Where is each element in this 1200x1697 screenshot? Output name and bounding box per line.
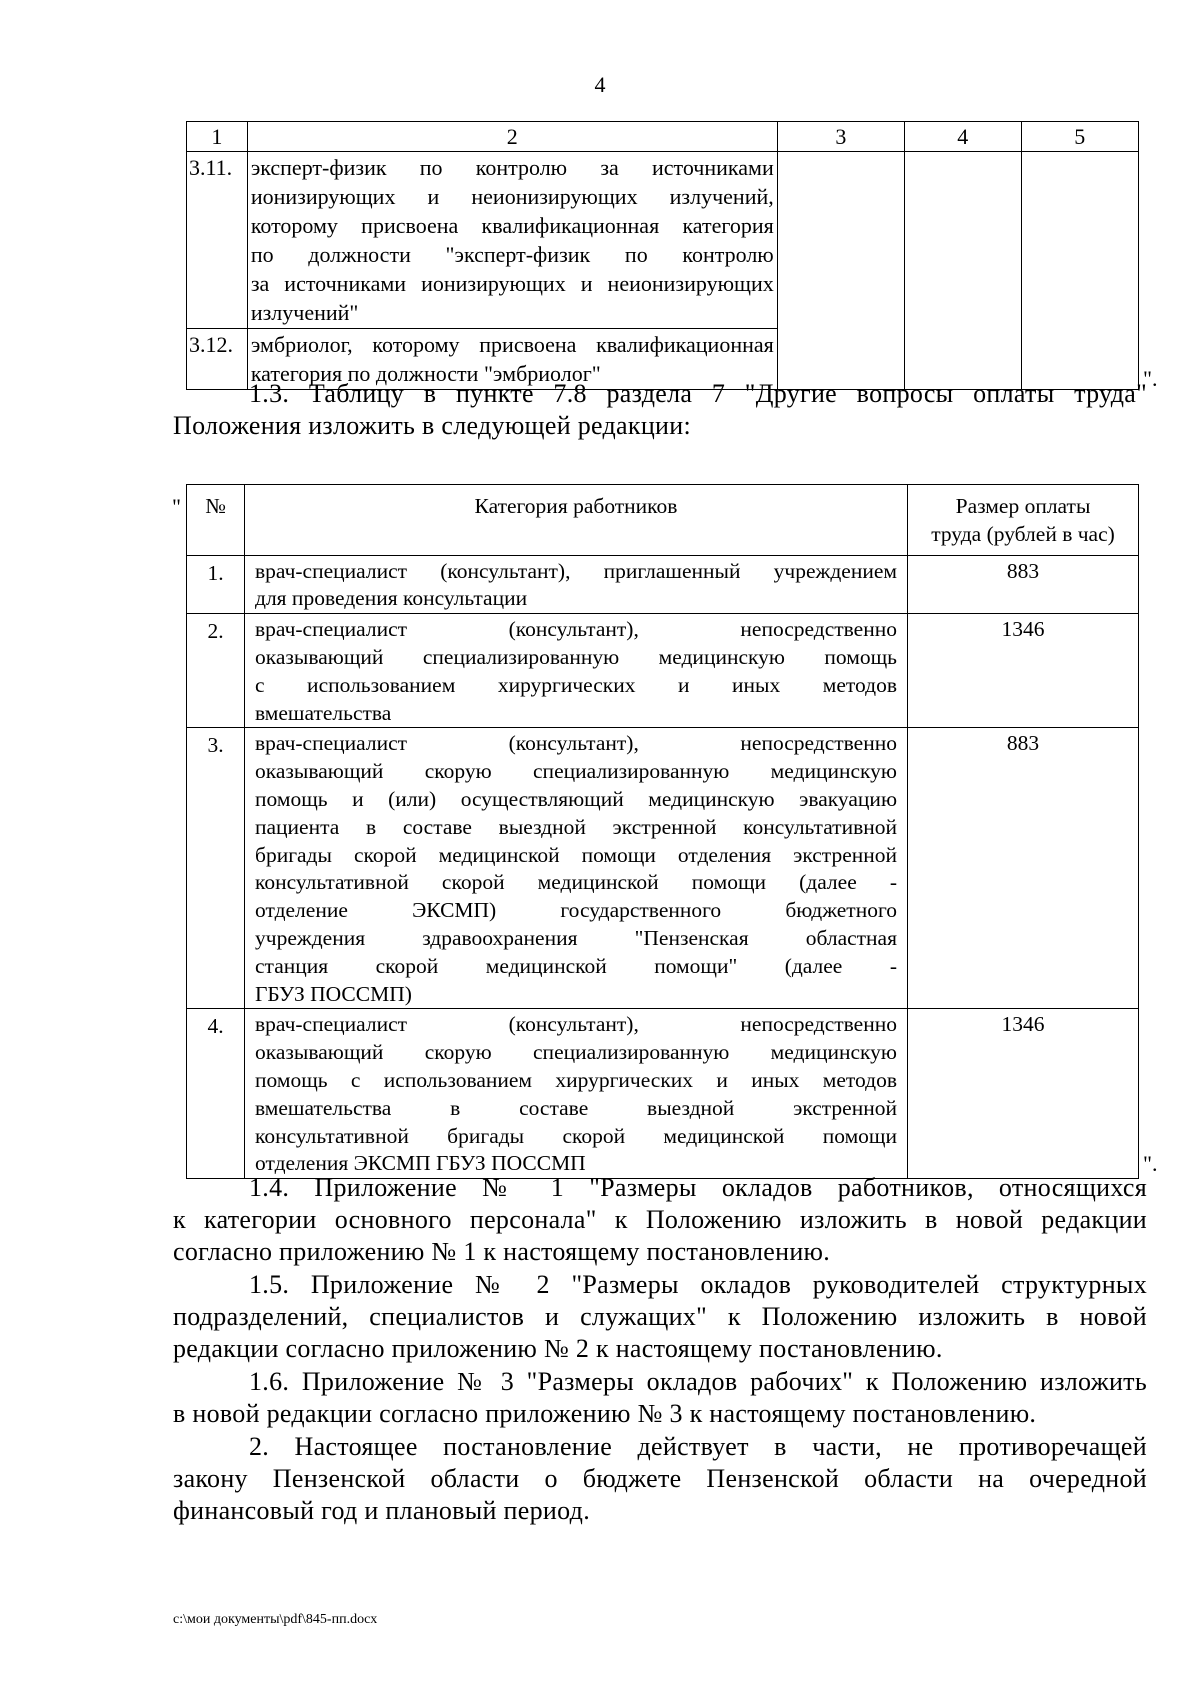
text-line: ГБУЗ ПОССМП) <box>255 981 412 1006</box>
row-description <box>245 614 908 728</box>
row-pay: 1346 <box>908 614 1139 728</box>
text-line: редакции согласно приложению № 2 к настоящему постановлению. <box>173 1334 943 1363</box>
table-row <box>187 152 1139 329</box>
empty-cell <box>1021 152 1138 390</box>
text-line: консультативной скорой медицинской помощи (далее - <box>255 870 897 895</box>
text-line: для проведения консультации <box>255 586 528 611</box>
empty-cell <box>905 152 1021 390</box>
opening-quote: " <box>172 494 181 519</box>
row-description <box>245 555 908 614</box>
text-line: 1.5. Приложение № 2 "Размеры окладов руководителей структурных <box>249 1270 1147 1299</box>
header-cell-4: 4 <box>905 122 1021 152</box>
paragraph-1-5 <box>173 1269 1147 1365</box>
text-line: вмешательства в составе выездной экстренной <box>255 1095 897 1120</box>
text-line: оказывающий специализированную медицинскую помощь <box>255 644 897 669</box>
table-row <box>187 728 1139 1009</box>
header-pay <box>908 485 1139 556</box>
text-line: за источниками ионизирующих и неионизирующих <box>250 271 774 296</box>
paragraph-1-4 <box>173 1172 1147 1268</box>
header-number: № <box>187 485 245 556</box>
header-cell-1: 1 <box>187 122 248 152</box>
text-line: излучений" <box>250 300 359 325</box>
header-cell-3: 3 <box>777 122 904 152</box>
closing-quote: ". <box>1143 1151 1158 1176</box>
header-category: Категория работников <box>245 485 908 556</box>
text-line: учреждения здравоохранения "Пензенская областная <box>255 925 897 950</box>
text-line: врач-специалист (консультант), непосредственно <box>255 731 897 756</box>
text-line: отделения ЭКСМП ГБУЗ ПОССМП <box>255 1151 586 1176</box>
empty-cell <box>777 152 904 390</box>
text-line: врач-специалист (консультант), непосредственно <box>255 1012 897 1037</box>
text-line: станция скорой медицинской помощи" (далее - <box>255 953 897 978</box>
text-line: вмешательства <box>255 700 392 725</box>
paragraph-2 <box>173 1431 1147 1527</box>
footer-file-path: c:\мои документы\pdf\845-пп.docx <box>173 1612 378 1627</box>
header-cell-5: 5 <box>1021 122 1138 152</box>
header-cell-2: 2 <box>247 122 777 152</box>
text-line: пациента в составе выездной экстренной консультативной <box>255 814 897 839</box>
row-description <box>245 1009 908 1179</box>
closing-quote: ". <box>1143 366 1158 391</box>
paragraph-1-3 <box>173 378 1147 442</box>
text-line: бригады скорой медицинской помощи отделения экстренной <box>255 842 897 867</box>
row-description <box>245 728 908 1009</box>
text-line: врач-специалист (консультант), приглашенный учреждением <box>255 558 897 583</box>
text-line: 2. Настоящее постановление действует в части, не противоречащей <box>249 1432 1147 1461</box>
text-line: оказывающий скорую специализированную медицинскую <box>255 759 897 784</box>
text-line: с использованием хирургических и иных методов <box>255 672 897 697</box>
row-number: 3.11. <box>187 152 248 329</box>
row-pay: 883 <box>908 555 1139 614</box>
text-line: закону Пензенской области о бюджете Пензенской области на очередной <box>173 1464 1147 1493</box>
page-number: 4 <box>594 72 606 97</box>
text-line: эксперт-физик по контролю за источниками <box>250 155 774 180</box>
table-header-row <box>187 485 1139 556</box>
positions-table <box>186 121 1139 390</box>
text-line: категория по должности "эмбриолог" <box>250 361 601 386</box>
table-row <box>187 1009 1139 1179</box>
text-line: 1.3. Таблицу в пункте 7.8 раздела 7 "Другие вопросы оплаты труда" <box>249 379 1147 408</box>
table-header-row <box>187 122 1139 152</box>
row-pay: 883 <box>908 728 1139 1009</box>
text-line: 1.6. Приложение № 3 "Размеры окладов рабочих" к Положению изложить <box>249 1367 1147 1396</box>
text-line: отделение ЭКСМП) государственного бюджетного <box>255 898 897 923</box>
header-pay-line: Размер оплаты <box>955 494 1091 518</box>
row-description <box>247 152 777 329</box>
row-number: 4. <box>187 1009 245 1179</box>
text-line: по должности "эксперт-физик по контролю <box>250 242 774 267</box>
text-line: финансовый год и плановый период. <box>173 1496 590 1525</box>
row-number: 3.12. <box>187 329 248 390</box>
row-number: 1. <box>187 555 245 614</box>
text-line: консультативной бригады скорой медицинской помощи <box>255 1123 897 1148</box>
text-line: эмбриолог, которому присвоена квалификационная <box>250 332 774 357</box>
text-line: ионизирующих и неионизирующих излучений, <box>250 184 774 209</box>
text-line: врач-специалист (консультант), непосредственно <box>255 617 897 642</box>
header-pay-line: труда (рублей в час) <box>931 521 1115 546</box>
text-line: помощь с использованием хирургических и иных методов <box>255 1067 897 1092</box>
text-line: к категории основного персонала" к Положению изложить в новой редакции <box>173 1205 1147 1234</box>
row-number: 2. <box>187 614 245 728</box>
row-number: 3. <box>187 728 245 1009</box>
text-line: в новой редакции согласно приложению № 3 к настоящему постановлению. <box>173 1399 1037 1428</box>
text-line: подразделений, специалистов и служащих" к Положению изложить в новой <box>173 1302 1147 1331</box>
text-line: которому присвоена квалификационная категория <box>250 213 774 238</box>
pay-rates-table <box>186 484 1139 1179</box>
text-line: Положения изложить в следующей редакции: <box>173 411 691 440</box>
text-line: оказывающий скорую специализированную медицинскую <box>255 1040 897 1065</box>
table-row <box>187 555 1139 614</box>
text-line: помощь и (или) осуществляющий медицинскую эвакуацию <box>255 786 897 811</box>
paragraph-1-6 <box>173 1366 1147 1430</box>
text-line: 1.4. Приложение № 1 "Размеры окладов работников, относящихся <box>249 1173 1147 1202</box>
row-pay: 1346 <box>908 1009 1139 1179</box>
table-row <box>187 614 1139 728</box>
text-line: согласно приложению № 1 к настоящему постановлению. <box>173 1237 831 1266</box>
